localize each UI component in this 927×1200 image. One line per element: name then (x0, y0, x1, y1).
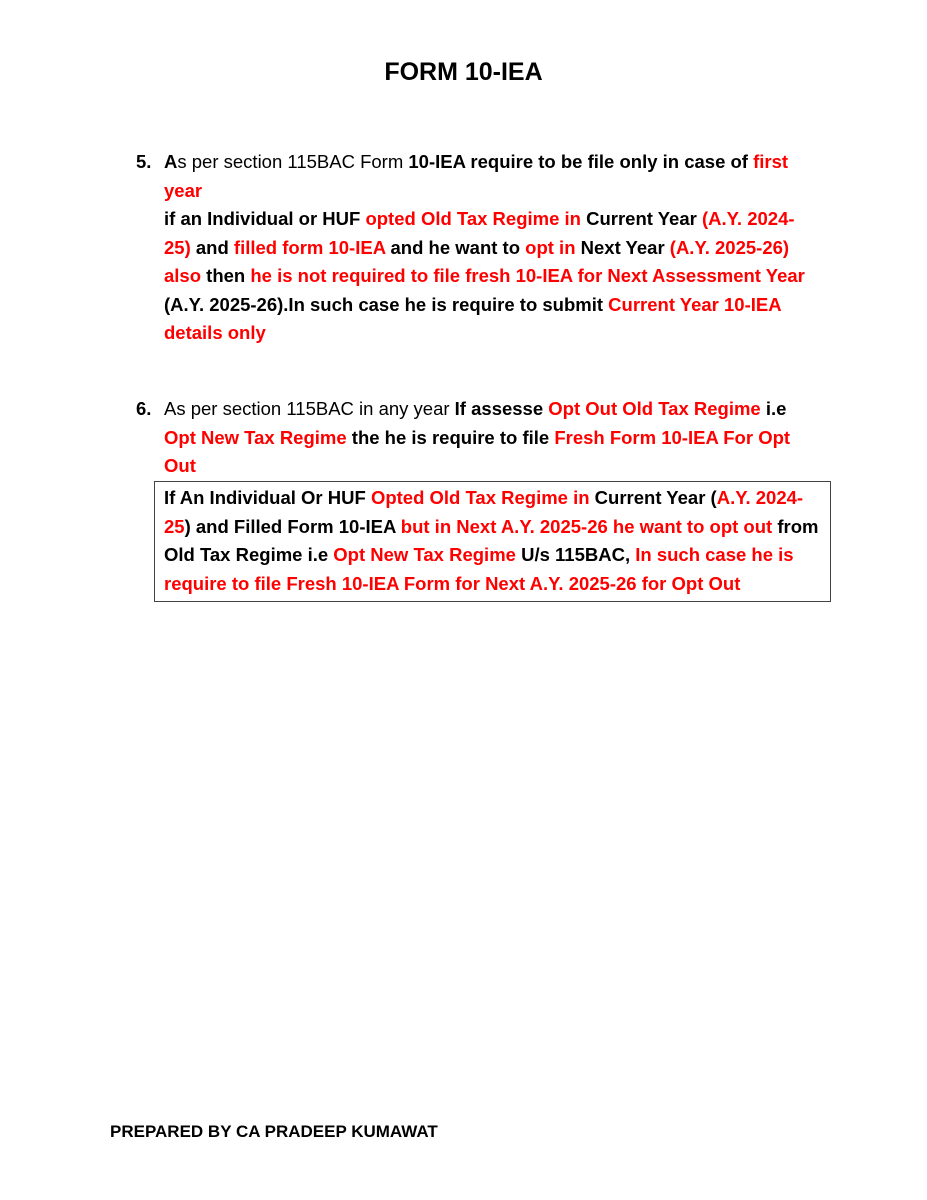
page-title: FORM 10-IEA (384, 58, 543, 86)
text-run: In such case he is require to file Fresh 10-IEA Form for Next A.Y. 2025-26 for Opt Out (164, 544, 794, 594)
text-run: opt in (525, 236, 576, 258)
list-item-6 (136, 395, 816, 481)
item-text (164, 148, 816, 348)
text-run: then (201, 265, 251, 286)
text-run: and he want to (385, 236, 526, 258)
text-run: Next Year (575, 236, 670, 258)
text-run: Opt New Tax Regime (333, 544, 516, 565)
text-run: i.e (760, 398, 787, 419)
text-run: Opt Out Old Tax Regime (548, 398, 761, 419)
text-run: ) and Filled Form 10-IEA (184, 515, 401, 537)
item-number: 6. (136, 398, 152, 419)
text-run: Current Year 10-IEA details only (164, 293, 781, 343)
note-box (154, 481, 831, 602)
text-run: the he is require to file (346, 426, 555, 448)
text-run: Opt New Tax Regime (164, 426, 347, 448)
list-item-5 (136, 148, 816, 348)
text-run: If An Individual Or HUF (164, 487, 371, 508)
text-run: A.Y. 2025-26).In such case he is require to submit (170, 293, 609, 315)
text-run: Fresh Form 10-IEA For Opt Out (164, 426, 791, 476)
text-run: If assesse (454, 398, 549, 419)
text-run: 10-IEA require to be file only in case of (408, 151, 754, 172)
text-run: As per section 115BAC in any year (164, 398, 455, 419)
text-run: Current Year ( (589, 487, 717, 508)
text-run: Current Year (580, 208, 702, 229)
text-run: A.Y. 2024-25 (164, 487, 804, 537)
text-run: (A.Y. 2024-25) (164, 208, 795, 258)
text-run: s per section 115BAC Form (177, 151, 409, 172)
text-run: U/s 115BAC, (515, 544, 636, 565)
text-run: filled form 10-IEA (233, 236, 386, 258)
text-run: (A.Y. 2025-26) also (164, 236, 790, 286)
text-run: Opted Old Tax Regime in (370, 487, 590, 508)
footer-credit: PREPARED BY CA PRADEEP KUMAWAT (110, 1122, 438, 1141)
text-run: opted Old Tax Regime in (365, 208, 581, 229)
text-run: if an Individual or HUF (164, 208, 366, 229)
text-run: but in Next A.Y. 2025-26 he want to opt out (400, 515, 773, 537)
text-run: ( (164, 293, 171, 315)
text-run: he is not required to file fresh 10-IEA for Next Assessment Year (250, 265, 805, 286)
item-text (164, 395, 816, 481)
text-run: first year (164, 151, 789, 201)
item-number: 5. (136, 151, 152, 172)
text-run: and (190, 236, 234, 258)
text-run: from Old Tax Regime i.e (164, 515, 819, 565)
text-run: A (164, 151, 178, 172)
